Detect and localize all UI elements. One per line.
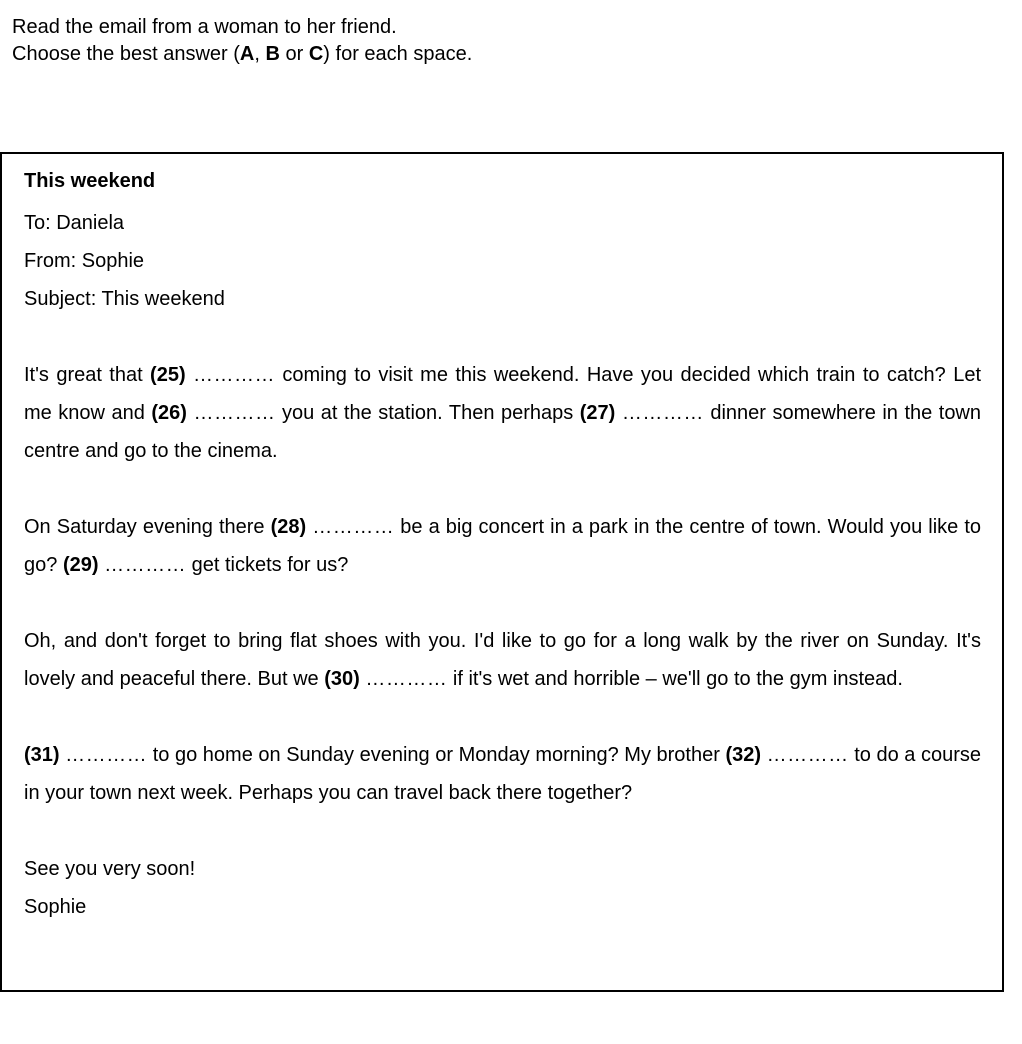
paragraph-text	[186, 364, 193, 386]
email-to: To: Daniela	[24, 212, 125, 234]
email-signoff	[24, 850, 981, 926]
email-body	[24, 356, 981, 812]
email-closing: See you very soon!	[24, 858, 196, 880]
answer-blank: …………	[621, 402, 704, 424]
option-c: C	[308, 43, 324, 65]
question-number: (27)	[579, 402, 616, 424]
email-box	[0, 152, 1004, 992]
question-number: (32)	[725, 744, 762, 766]
email-paragraph	[24, 736, 981, 812]
instruction-line-1: Read the email from a woman to her friend.	[12, 16, 397, 38]
instructions	[12, 14, 472, 68]
paragraph-text: It's great that	[24, 364, 151, 386]
paragraph-text: coming to visit me this weekend. Have you decided which train to catch? Let me know and	[24, 364, 981, 424]
option-b: B	[265, 43, 280, 65]
instruction-text: ) for each space.	[323, 43, 473, 65]
question-number: (25)	[150, 364, 186, 386]
email-header	[24, 204, 981, 318]
question-number: (31)	[24, 744, 60, 766]
email-paragraph	[24, 508, 981, 584]
question-number: (26)	[151, 402, 187, 424]
question-number: (29)	[62, 554, 99, 576]
separator: ,	[254, 43, 266, 65]
email-subject: Subject: This weekend	[24, 288, 225, 310]
paragraph-text: to go home on Sunday evening or Monday morning? My brother	[147, 744, 726, 766]
paragraph-text: you at the station. Then perhaps	[275, 402, 580, 424]
answer-blank: …………	[193, 364, 276, 386]
answer-blank: …………	[104, 554, 187, 576]
paragraph-text: be a big concert in a park in the centre of town. Would you like to go?	[24, 516, 981, 576]
answer-blank: …………	[766, 744, 849, 766]
instruction-text: Choose the best answer (	[12, 43, 240, 65]
email-signature: Sophie	[24, 896, 87, 918]
paragraph-text: get tickets for us?	[186, 554, 349, 576]
instruction-line-2	[12, 41, 472, 68]
answer-blank: …………	[312, 516, 395, 538]
paragraph-text: Oh, and don't forget to bring flat shoes with you. I'd like to go for a long walk by the river on Sunday. It's lovely and peaceful there. But we	[24, 630, 981, 690]
paragraph-text: to do a course in your town next week. Perhaps you can travel back there together?	[24, 744, 981, 804]
answer-blank: …………	[193, 402, 276, 424]
paragraph-text: On Saturday evening there	[24, 516, 271, 538]
answer-blank: …………	[365, 668, 448, 690]
question-number: (30)	[324, 668, 360, 690]
email-content	[24, 166, 981, 926]
email-title: This weekend	[24, 170, 156, 192]
answer-blank: …………	[65, 744, 148, 766]
option-a: A	[239, 43, 255, 65]
email-from: From: Sophie	[24, 250, 145, 272]
separator: or	[279, 43, 309, 65]
question-number: (28)	[270, 516, 307, 538]
email-paragraph	[24, 356, 981, 470]
paragraph-text: if it's wet and horrible – we'll go to the gym instead.	[447, 668, 903, 690]
email-paragraph	[24, 622, 981, 698]
paragraph-text: dinner somewhere in the town centre and go to the cinema.	[24, 402, 982, 462]
